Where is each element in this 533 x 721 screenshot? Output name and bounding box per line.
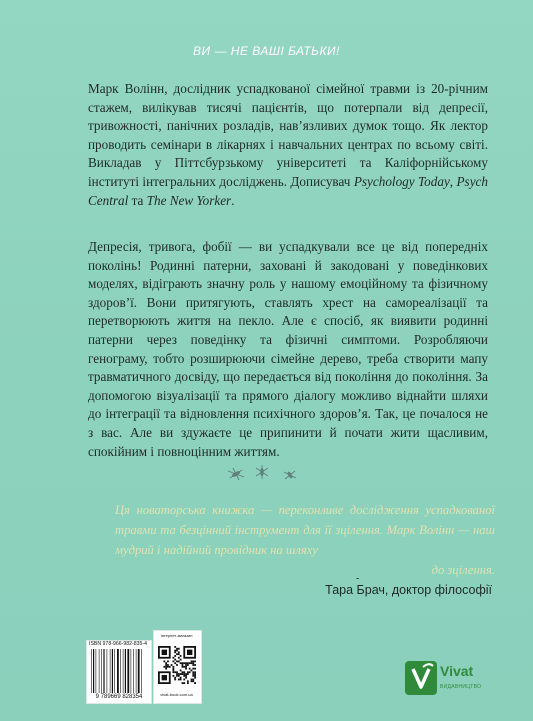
qr-caption-bottom: vivat-book.com.ua [160,692,193,697]
isbn-label: ISBN 978-966-982-835-4 [89,641,147,647]
author-bio-text: Марк Волінн, дослідник успадкованої сімейної травми із 20-річним стажем, вилікував тисячі пацієнтів, що потерпали від депресії, тривожності, панічних розладів, нав’язливих думок тощо. Як лектор проводить семінари в лікарнях і навчальних центрах по всьому світі. Викладав у Піттсбурзькому університеті та Каліфорнійському інституті інтегральних досліджень. Дописувач [88,81,488,189]
quote-author: Тара Брач, доктор філософії [325,583,492,597]
qr-code-icon[interactable] [158,646,196,684]
author-bio: Марк Волінн, дослідник успадкованої сімейної травми із 20-річним стажем, вилікував тисячі пацієнтів, що потерпали від депресії, тривожності, панічних розладів, нав’язливих думок тощо. Як лектор проводить семінари в лікарнях і навчальних центрах по всьому світі. Викладав у Піттсбурзькому університеті та Каліфорнійському інституті інтегральних досліджень. Дописувач Psychology Today, Psych Central та The New Yorker. [88,81,488,208]
publisher-sub: ВИДАВНИЦТВО [440,684,482,690]
barcode-number: 9 789669 828354 [95,694,143,700]
dash-mark: - [356,573,360,584]
publication-new-yorker: The New Yorker [146,192,232,208]
cover-title: ВИ — НЕ ВАШІ БАТЬКИ! [193,44,340,58]
insect-decoration-icon [218,462,308,484]
barcode-icon [90,649,146,694]
quote-text: Ця новаторська книжка — переконливе дослідження успадкованої травми та безцінний інструмент для її зцілення. Марк Волінн — наш мудрий і надійний провідник на шляху [115,503,495,557]
publication-psych-central: Psych Central [88,173,488,208]
book-description: Депресія, тривога, фобії — ви успадкували все це від попередніх поколінь! Родинні патерни, заховані й закодовані у поведінкових моделях, відіграють значну роль у нашому емоційному та фізичному здоров’ї. Вони притягують, ставлять хрест на самореалізації та перетворюють життя на пекло. Але є спосіб, як виявити родинні патерни через поведінку та фізичні симптоми. Розробляючи генограму, тобто розширюючи сімейне дерево, треба створити мапу травматичного досвіду, що передається від покоління до покоління. За допомогою візуалізації та прямого діалогу можливо віднайти шляхи до інтеграції та відновлення психічного здоров’я. Так, це почалося не з вас. Але ви здужаєте це припинити й почати жити щасливим, спокійним і повноцінним життям. [88,239,488,459]
endorsement-quote [115,500,495,580]
publisher-name: Vivat [440,663,474,679]
qr-caption-top: Інтернет-магазин [160,633,193,638]
publication-psychology-today: Psychology Today [353,173,450,189]
quote-ending: до зцілення. [431,563,495,577]
